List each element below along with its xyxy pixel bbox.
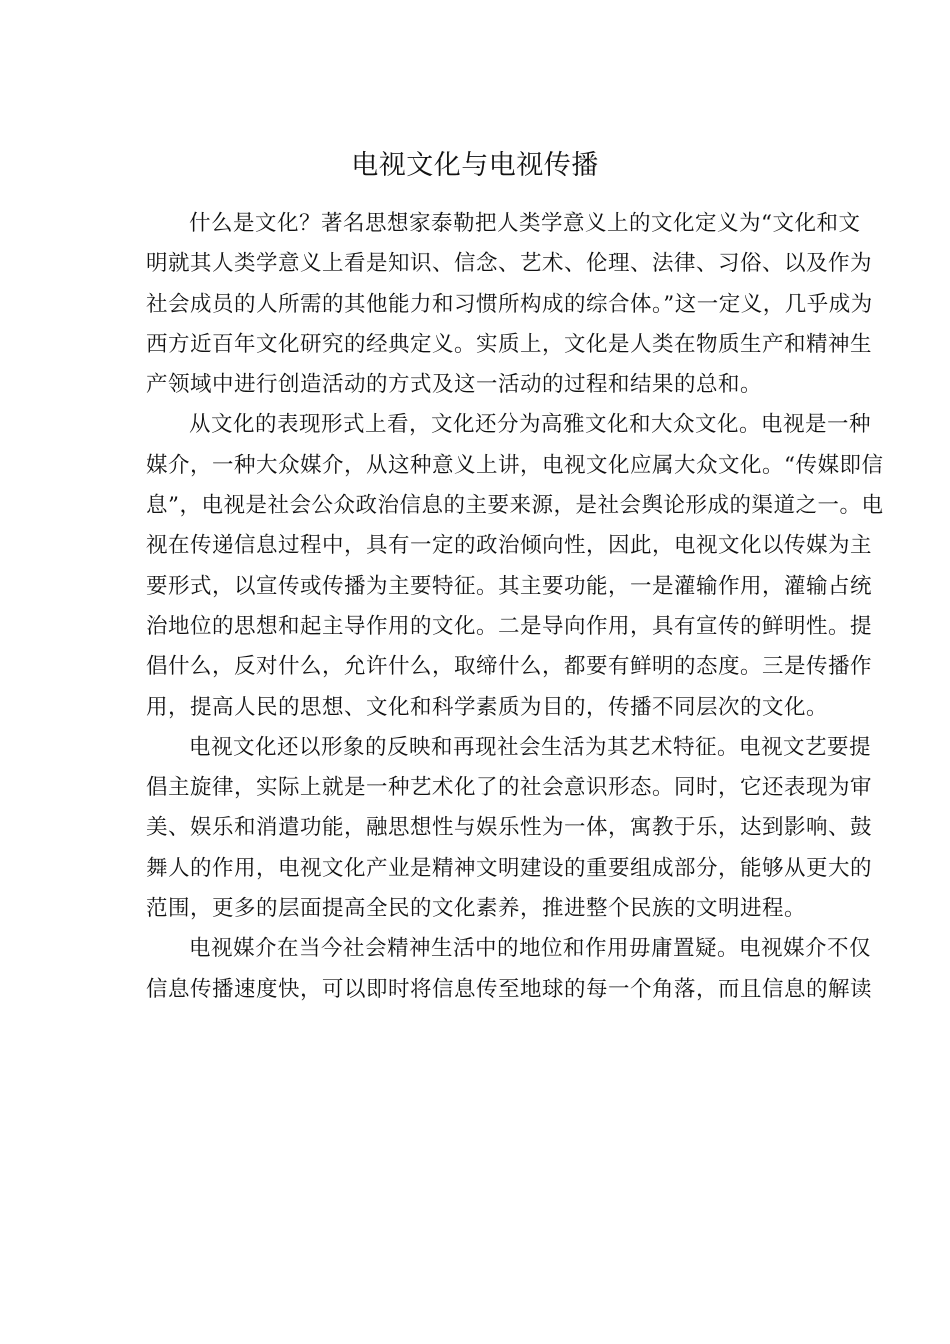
text-line: 要形式，以宣传或传播为主要特征。其主要功能，一是灌输作用，灌输占统 [146,573,873,599]
text-line: 美、娱乐和消遣功能，融思想性与娱乐性为一体，寓教于乐，达到影响、鼓 [146,815,873,841]
text-line: 用，提高人民的思想、文化和科学素质为目的，传播不同层次的文化。 [146,694,829,720]
text-line: 视在传递信息过程中，具有一定的政治倾向性，因此，电视文化以传媒为主 [146,533,873,559]
text-line: 治地位的思想和起主导作用的文化。二是导向作用，具有宣传的鲜明性。提 [146,613,873,639]
paragraph-4 [103,929,873,1010]
text-line: 息”，电视是社会公众政治信息的主要来源，是社会舆论形成的渠道之一。电 [146,493,884,519]
text-line: 电视文化还以形象的反映和再现社会生活为其艺术特征。电视文艺要提 [189,734,872,760]
text-line: 信息传播速度快，可以即时将信息传至地球的每一个角落，而且信息的解读 [146,976,873,1002]
text-line: 范围，更多的层面提高全民的文化素养，推进整个民族的文明进程。 [146,896,807,922]
paragraph-1 [103,204,873,405]
text-line: 什么是文化？著名思想家泰勒把人类学意义上的文化定义为“文化和文 [189,211,861,236]
text-line: 产领域中进行创造活动的方式及这一活动的过程和结果的总和。 [146,372,763,398]
text-line: 电视媒介在当今社会精神生活中的地位和作用毋庸置疑。电视媒介不仅 [189,936,872,962]
text-line: 从文化的表现形式上看，文化还分为高雅文化和大众文化。电视是一种 [189,412,872,438]
text-line: 舞人的作用，电视文化产业是精神文明建设的重要组成部分，能够从更大的 [146,855,873,881]
text-line: 明就其人类学意义上看是知识、信念、艺术、伦理、法律、习俗、以及作为 [146,251,873,277]
text-line: 倡主旋律，实际上就是一种艺术化了的社会意识形态。同时，它还表现为审 [146,775,873,801]
paragraph-3 [103,728,873,929]
text-line: 社会成员的人所需的其他能力和习惯所构成的综合体。”这一定义，几乎成为 [146,291,873,317]
text-line: 倡什么，反对什么，允许什么，取缔什么，都要有鲜明的态度。三是传播作 [146,654,873,680]
text-line: 媒介，一种大众媒介，从这种意义上讲，电视文化应属大众文化。“传媒即信 [146,452,884,478]
text-line: 西方近百年文化研究的经典定义。实质上，文化是人类在物质生产和精神生 [146,331,873,357]
document-title: 电视文化与电视传播 [351,150,599,181]
document-body [103,204,884,1010]
paragraph-2 [103,405,884,727]
